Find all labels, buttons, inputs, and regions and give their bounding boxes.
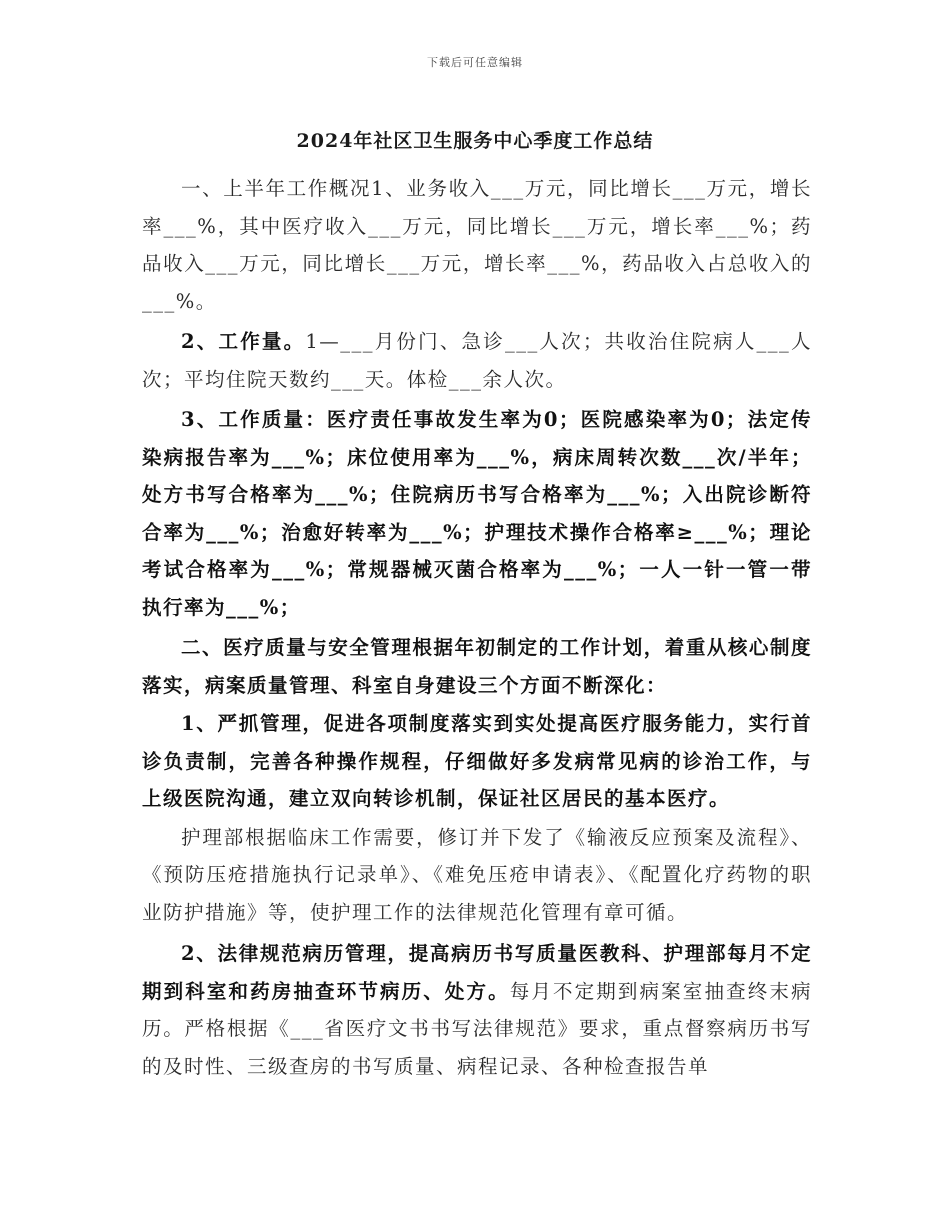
paragraph-section-two: 二、医疗质量与安全管理根据年初制定的工作计划，着重从核心制度落实，病案质量管理、科室自身建设三个方面不断深化： <box>142 636 812 697</box>
header-note: 下载后可任意编辑 <box>427 56 523 69</box>
records-heading: 2、法律规范病历管理，提高病历书写质量医教科、护理部每月不定期到科室和药房抽查环节病历、处方。 <box>142 942 812 1003</box>
workload-heading: 2、工作量。 <box>181 330 306 353</box>
document-title: 2024年社区卫生服务中心季度工作总结 <box>296 130 654 152</box>
paragraph-management: 1、严抓管理，促进各项制度落实到实处提高医疗服务能力，实行首诊负责制，完善各种操作规程，仔细做好多发病常见病的诊治工作，与上级医院沟通，建立双向转诊机制，保证社区居民的基本医疗。 <box>142 712 812 810</box>
paragraph-workload <box>142 323 812 398</box>
paragraph-records <box>142 935 812 1085</box>
document-body <box>142 170 812 1085</box>
workload-text: 1—___月份门、急诊___人次；共收治住院病人___人次；平均住院天数约___天。体检___余人次。 <box>142 330 812 391</box>
records-text: 每月不定期到病案室抽查终末病历。严格根据《___省医疗文书书写法律规范》要求，重点督察病历书写的及时性、三级查房的书写质量、病程记录、各种检查报告单 <box>142 979 812 1078</box>
paragraph-overview: 一、上半年工作概况1、业务收入___万元，同比增长___万元，增长率___%，其中医疗收入___万元，同比增长___万元，增长率___%；药品收入___万元，同比增长___万元，增长率___%，药品收入占总收入的___%。 <box>142 177 812 313</box>
paragraph-quality: 3、工作质量：医疗责任事故发生率为0；医院感染率为0；法定传染病报告率为___%；床位使用率为___%，病床周转次数___次/半年；处方书写合格率为___%；住院病历书写合格率为___%；入出院诊断符合率为___%；治愈好转率为___%；护理技术操作合格率≥___%；理论考试合格率为___%；常规器械灭菌合格率为___%；一人一针一管一带执行率为___%； <box>142 408 812 619</box>
paragraph-nursing: 护理部根据临床工作需要，修订并下发了《输液反应预案及流程》、《预防压疮措施执行记录单》、《难免压疮申请表》、《配置化疗药物的职业防护措施》等，使护理工作的法律规范化管理有章可循。 <box>142 825 812 924</box>
